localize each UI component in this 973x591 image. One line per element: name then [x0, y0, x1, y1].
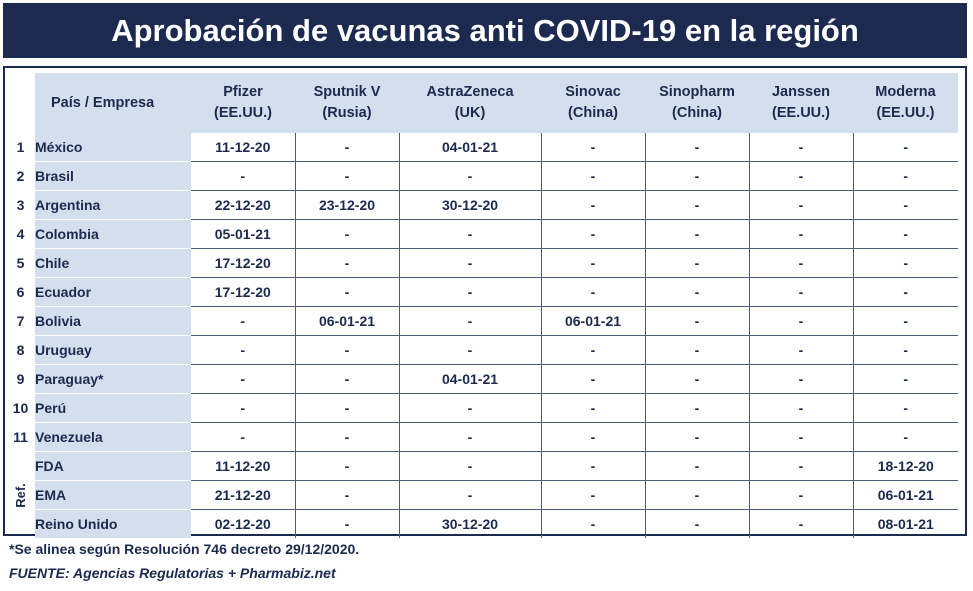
table-cell: -: [853, 220, 958, 249]
table-cell: -: [749, 481, 853, 510]
table-row: [6, 307, 958, 336]
table-cell: 06-01-21: [541, 307, 645, 336]
table-cell: -: [541, 336, 645, 365]
row-number: 3: [16, 197, 25, 213]
table-cell: -: [295, 278, 399, 307]
country-name: Argentina: [35, 191, 191, 220]
table-cell: -: [749, 423, 853, 452]
table-cell: 17-12-20: [191, 278, 295, 307]
table-cell: -: [645, 249, 749, 278]
table-cell: -: [399, 307, 541, 336]
country-name: Uruguay: [35, 336, 191, 365]
table-cell: 23-12-20: [295, 191, 399, 220]
page-title: Aprobación de vacunas anti COVID-19 en la región: [111, 12, 859, 48]
table-cell: -: [749, 307, 853, 336]
table-cell: 05-01-21: [191, 220, 295, 249]
table-cell: -: [399, 423, 541, 452]
country-name: Venezuela: [35, 423, 191, 452]
corner-label: País / Empresa: [51, 94, 155, 111]
table-cell: -: [295, 336, 399, 365]
table-row: [6, 278, 958, 307]
table-cell: -: [645, 162, 749, 191]
table-cell: -: [853, 278, 958, 307]
table-cell: -: [749, 220, 853, 249]
table-cell: 04-01-21: [399, 133, 541, 162]
table-cell: -: [853, 162, 958, 191]
table-cell: -: [399, 220, 541, 249]
table-cell: -: [853, 133, 958, 162]
table-cell: -: [645, 510, 749, 539]
table-cell: -: [295, 220, 399, 249]
row-number: 7: [16, 313, 25, 329]
row-number: 2: [16, 168, 25, 184]
row-number: 10: [12, 400, 29, 416]
column-header-pfizer: Pfizer (EE.UU.): [191, 73, 295, 133]
table-cell: -: [399, 278, 541, 307]
table-cell: -: [191, 423, 295, 452]
table-row: [6, 162, 958, 191]
country-name: Bolivia: [35, 307, 191, 336]
table-cell: -: [295, 510, 399, 539]
column-header-janssen: Janssen (EE.UU.): [749, 73, 853, 133]
table-cell: -: [541, 278, 645, 307]
column-header-moderna: Moderna (EE.UU.): [853, 73, 958, 133]
reference-label: Ref.: [13, 482, 28, 508]
table-cell: -: [541, 481, 645, 510]
source-line: FUENTE: Agencias Regulatorias + Pharmabiz.net: [9, 565, 336, 581]
table-cell: -: [295, 133, 399, 162]
table-cell: -: [749, 510, 853, 539]
table-cell: -: [541, 191, 645, 220]
table-cell: 30-12-20: [399, 191, 541, 220]
table-cell: -: [541, 365, 645, 394]
table-cell: -: [645, 220, 749, 249]
column-header-sputnik: Sputnik V (Rusia): [295, 73, 399, 133]
row-number: 11: [13, 429, 28, 445]
table-cell: -: [645, 133, 749, 162]
table-cell: -: [541, 133, 645, 162]
table-cell: -: [749, 162, 853, 191]
table-cell: -: [645, 365, 749, 394]
country-name: México: [35, 133, 191, 162]
table-cell: -: [295, 394, 399, 423]
table-cell: 11-12-20: [215, 139, 271, 155]
table-cell: -: [191, 365, 295, 394]
table-cell: -: [853, 365, 958, 394]
table-cell: -: [541, 394, 645, 423]
vaccine-approval-table: [6, 73, 958, 538]
table-row: [6, 220, 958, 249]
table-row: [6, 133, 958, 162]
table-cell: -: [749, 336, 853, 365]
table-cell: -: [749, 365, 853, 394]
column-header-astrazeneca: AstraZeneca (UK): [399, 73, 541, 133]
table-cell: -: [295, 481, 399, 510]
table-cell: -: [749, 249, 853, 278]
reference-label-cell: [6, 452, 35, 539]
reference-agency-name: Reino Unido: [35, 510, 191, 539]
table-cell: -: [645, 191, 749, 220]
column-header-sinovac: Sinovac (China): [541, 73, 645, 133]
table-cell: 04-01-21: [399, 365, 541, 394]
table-cell: 02-12-20: [191, 510, 295, 539]
table-cell: -: [645, 394, 749, 423]
table-cell: -: [399, 394, 541, 423]
country-name: Brasil: [35, 162, 191, 191]
table-cell: -: [295, 365, 399, 394]
table-cell: -: [541, 510, 645, 539]
table-cell: -: [749, 278, 853, 307]
country-name: Colombia: [35, 220, 191, 249]
table-row: [6, 249, 958, 278]
table-cell: -: [191, 336, 295, 365]
table-cell: -: [541, 423, 645, 452]
column-header-sinopharm: Sinopharm (China): [645, 73, 749, 133]
corner-header: [35, 73, 191, 133]
table-cell: -: [541, 452, 645, 481]
table-cell: 08-01-21: [853, 510, 958, 539]
table-cell: -: [749, 133, 853, 162]
table-cell: -: [191, 307, 295, 336]
table-row: [6, 394, 958, 423]
reference-agency-name: EMA: [35, 481, 191, 510]
table-cell: -: [399, 162, 541, 191]
table-row: [6, 365, 958, 394]
table-cell: 11-12-20: [191, 452, 295, 481]
table-cell: 18-12-20: [853, 452, 958, 481]
table-cell: -: [853, 249, 958, 278]
table-cell: -: [853, 307, 958, 336]
country-name: Chile: [35, 249, 191, 278]
table-cell: 06-01-21: [853, 481, 958, 510]
table-cell: -: [399, 249, 541, 278]
reference-agency-name: FDA: [35, 452, 191, 481]
table-cell: -: [645, 336, 749, 365]
table-cell: -: [541, 249, 645, 278]
table-cell: -: [645, 423, 749, 452]
footnote: *Se alinea según Resolución 746 decreto 29/12/2020.: [9, 541, 360, 557]
table-cell: -: [295, 162, 399, 191]
table-cell: -: [645, 307, 749, 336]
table-cell: 30-12-20: [399, 510, 541, 539]
table-cell: -: [191, 162, 295, 191]
country-name: Perú: [35, 394, 191, 423]
table-cell: -: [399, 452, 541, 481]
row-number: 6: [16, 284, 25, 300]
table-cell: -: [645, 278, 749, 307]
row-number: 4: [16, 226, 25, 242]
table-cell: 21-12-20: [191, 481, 295, 510]
table-cell: -: [853, 394, 958, 423]
reference-row: [6, 452, 958, 481]
table-row: [6, 423, 958, 452]
row-number: 5: [16, 255, 25, 271]
header-row: [6, 73, 958, 133]
table-cell: -: [749, 394, 853, 423]
table-cell: -: [191, 394, 295, 423]
table-row: [6, 191, 958, 220]
row-number: 8: [16, 342, 25, 358]
table-cell: -: [853, 336, 958, 365]
title-banner: [3, 3, 967, 58]
table-cell: 06-01-21: [295, 307, 399, 336]
country-name: Ecuador: [35, 278, 191, 307]
table-cell: -: [853, 423, 958, 452]
reference-row: [6, 510, 958, 539]
number-header: [6, 73, 35, 133]
table-cell: -: [749, 191, 853, 220]
table-cell: 17-12-20: [191, 249, 295, 278]
table-row: [6, 336, 958, 365]
table-cell: -: [295, 249, 399, 278]
table-cell: 22-12-20: [191, 191, 295, 220]
table-cell: -: [645, 452, 749, 481]
row-number: 9: [16, 371, 25, 387]
table-cell: -: [399, 336, 541, 365]
table-cell: -: [295, 452, 399, 481]
table-cell: -: [853, 191, 958, 220]
table-cell: -: [295, 423, 399, 452]
table-cell: -: [645, 481, 749, 510]
table-cell: -: [541, 162, 645, 191]
country-name: Paraguay*: [35, 365, 191, 394]
row-number: 1: [16, 139, 25, 156]
table-cell: -: [399, 481, 541, 510]
table-cell: -: [749, 452, 853, 481]
table-body: [6, 133, 958, 538]
table-cell: -: [541, 220, 645, 249]
reference-row: [6, 481, 958, 510]
